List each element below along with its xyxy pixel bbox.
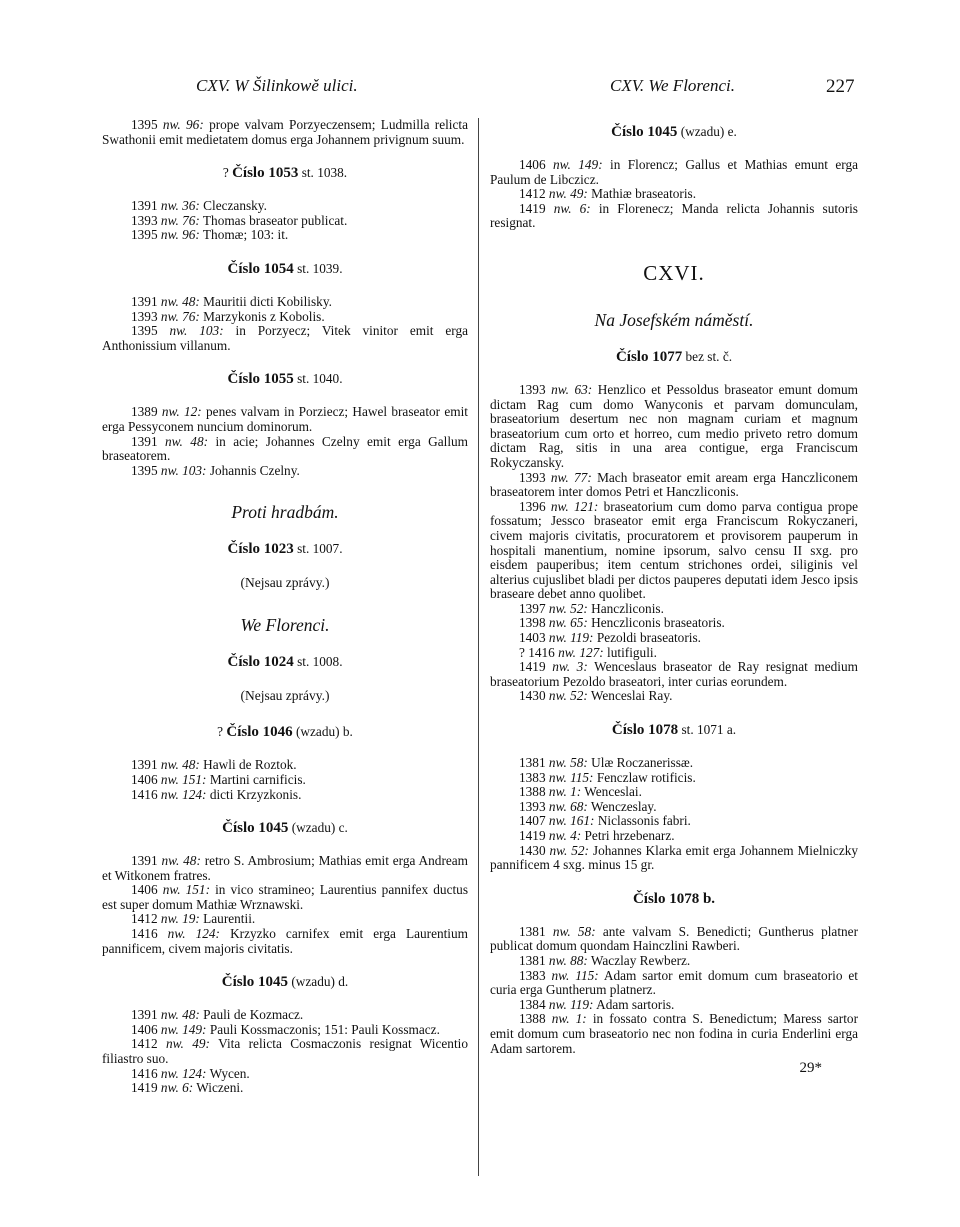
record-entry xyxy=(102,324,468,353)
entry-text: Henzlico et Pessoldus braseator emunt domum dictam Rag cum domo Wanyconis et parvam domunculam, braseatorium desertum nec non magnam curiam et magnum braseatorium cum orto et horreo, cum medio priveto retro domum dictam Rag, sitis in una area contigue, erga Franciscum Rokyczansky. xyxy=(490,381,859,470)
entry-text: Krzyzko carnifex emit erga Laurentium pannificem, civem majoris civitatis. xyxy=(102,926,468,956)
heading-title: Číslo 1024 xyxy=(227,654,294,671)
page-number: 227 xyxy=(826,76,855,97)
entry-year: 1395 xyxy=(131,227,158,243)
section-heading xyxy=(102,261,468,278)
entry-ref: nw. 88: xyxy=(548,952,588,968)
entry-year: 1389 xyxy=(131,404,158,420)
entry-year: 1412 xyxy=(519,186,546,202)
heading-ref: st. 1007. xyxy=(297,541,343,557)
entry-text: Cleczansky. xyxy=(203,198,267,214)
entry-text: in Porzyecz; Vitek vinitor emit erga Anthonissium villanum. xyxy=(102,323,468,353)
entry-ref: nw. 52: xyxy=(549,842,589,858)
entry-year: 1383 xyxy=(519,967,546,983)
record-entry xyxy=(490,383,858,471)
chapter-number: CXVI. xyxy=(643,260,705,285)
entry-year: 1393 xyxy=(131,308,158,324)
entry-text: Niclassonis fabri. xyxy=(597,813,691,829)
record-entry xyxy=(490,829,858,844)
record-entry xyxy=(102,1037,468,1066)
entry-year: 1381 xyxy=(519,952,546,968)
entry-text: retro S. Ambrosium; Mathias emit erga Andream et Witkonem fratres. xyxy=(102,853,469,883)
entry-year: 1416 xyxy=(131,786,158,802)
record-entry xyxy=(490,771,858,786)
entry-year: 1393 xyxy=(131,212,158,228)
running-head-left: CXV. W Šilinkowě ulici. xyxy=(196,76,358,95)
entry-ref: nw. 103: xyxy=(160,462,207,478)
entry-text: Waczlay Rewberz. xyxy=(590,952,691,968)
record-entry xyxy=(490,616,858,631)
entry-ref: nw. 48: xyxy=(160,293,200,309)
record-entry xyxy=(102,199,468,214)
heading-ref: st. 1008. xyxy=(297,654,343,670)
heading-title: Číslo 1078 b. xyxy=(632,890,716,907)
record-entry xyxy=(102,758,468,773)
entry-text: Adam sartoris. xyxy=(596,996,675,1012)
record-entry xyxy=(490,1012,858,1056)
entry-year: 1391 xyxy=(131,1007,158,1023)
entry-text: Wenceslai. xyxy=(584,784,642,800)
record-entry xyxy=(490,631,858,646)
entry-ref: nw. 63: xyxy=(551,381,593,397)
entry-ref: nw. 58: xyxy=(552,923,596,939)
heading-ref: st. 1040. xyxy=(297,371,343,387)
heading-ref: (wzadu) b. xyxy=(295,724,353,740)
entry-year: 1419 xyxy=(131,1080,158,1096)
heading-ref: (wzadu) d. xyxy=(291,974,349,990)
record-entry xyxy=(490,925,858,954)
entry-text: Thomæ; 103: it. xyxy=(202,227,289,243)
entry-ref: nw. 65: xyxy=(548,615,588,631)
record-entry xyxy=(102,927,468,956)
record-entry xyxy=(490,844,858,873)
record-entry xyxy=(490,756,858,771)
record-entry xyxy=(490,202,858,231)
entry-text: in acie; Johannes Czelny emit erga Gallum braseatorem. xyxy=(102,433,469,464)
signature-mark: 29* xyxy=(799,1060,822,1077)
heading-prefix: ? xyxy=(217,724,224,740)
entry-text: penes valvam in Porziecz; Hawel braseator emit erga Pessyconem nuncium dominorum. xyxy=(102,404,469,434)
entry-year: 1393 xyxy=(519,381,546,397)
record-entry xyxy=(490,814,858,829)
heading-title: Číslo 1077 xyxy=(615,348,683,365)
record-entry xyxy=(490,646,858,661)
entry-text: Ulæ Roczanerissæ. xyxy=(591,755,694,771)
entry-text: Pauli de Kozmacz. xyxy=(203,1007,304,1023)
record-entry xyxy=(102,854,468,883)
record-entry xyxy=(102,214,468,229)
entry-ref: nw. 77: xyxy=(550,469,592,485)
entry-ref: nw. 49: xyxy=(166,1036,210,1052)
entry-text: Petri hrzebenarz. xyxy=(584,828,675,843)
entry-year: 1397 xyxy=(519,600,546,616)
entry-text: ante valvam S. Benedicti; Guntherus platner publicat domum quondam Hainczlini Rawberi. xyxy=(490,923,858,954)
entry-year: 1412 xyxy=(131,911,158,927)
entry-text: Hanczliconis. xyxy=(591,600,664,616)
entry-ref: nw. 52: xyxy=(548,600,588,616)
section-heading xyxy=(490,124,858,141)
entry-year: 1407 xyxy=(519,813,546,829)
entry-ref: nw. 68: xyxy=(548,798,588,814)
entry-year: 1419 xyxy=(519,659,546,675)
record-entry xyxy=(490,500,858,602)
heading-title: Číslo 1046 xyxy=(226,724,293,741)
entry-year: 1391 xyxy=(131,853,158,869)
section-heading xyxy=(102,654,468,671)
heading-title: Číslo 1055 xyxy=(227,371,294,388)
entry-text: Mach braseator emit aream erga Hanczliconem braseatorem inter domos Petri et Hanczliconis. xyxy=(490,469,859,500)
entry-text: Wycen. xyxy=(209,1065,250,1081)
heading-title: Číslo 1045 xyxy=(222,820,289,837)
record-entry xyxy=(490,785,858,800)
entry-ref: nw. 48: xyxy=(160,757,200,773)
entry-ref: nw. 124: xyxy=(160,786,207,802)
entry-ref: nw. 151: xyxy=(160,771,207,787)
entry-text: Pezoldi braseatoris. xyxy=(596,630,701,646)
section-heading xyxy=(102,371,468,388)
right-column xyxy=(490,118,858,1077)
street-heading: Proti hradbám. xyxy=(231,502,339,523)
entry-year: 1388 xyxy=(519,784,546,800)
record-entry xyxy=(490,689,858,704)
entry-ref: nw. 12: xyxy=(161,404,202,420)
entry-text: Wiczeni. xyxy=(196,1080,244,1096)
entry-ref: nw. 149: xyxy=(160,1021,207,1037)
entry-year: 1381 xyxy=(519,923,546,939)
entry-ref: nw. 149: xyxy=(553,157,603,172)
entry-year: 1381 xyxy=(519,755,546,771)
entry-year: 1403 xyxy=(519,630,546,646)
entry-text: Johannes Klarka emit erga Johannem Mielniczky pannificem 4 sxg. minus 15 gr. xyxy=(490,842,859,873)
entry-text: Martini carnificis. xyxy=(209,771,306,787)
entry-year: 1391 xyxy=(131,757,158,773)
entry-text: Mauritii dicti Kobilisky. xyxy=(203,293,332,309)
entry-ref: nw. 115: xyxy=(551,967,599,983)
entry-ref: nw. 4: xyxy=(548,828,582,843)
entry-text: Wenceslaus braseator de Ray resignat medium braseatorium Pezoldo braseatori, inter curias eorundem. xyxy=(490,659,858,689)
entry-text: dicti Krzyzkonis. xyxy=(209,786,302,802)
entry-year: 1384 xyxy=(519,996,546,1012)
entry-ref: nw. 103: xyxy=(169,323,224,339)
entry-text: Mathiæ braseatoris. xyxy=(591,186,697,202)
entry-ref: nw. 96: xyxy=(160,227,200,243)
record-entry xyxy=(490,602,858,617)
record-entry xyxy=(102,1023,468,1038)
entry-ref: nw. 36: xyxy=(160,198,200,214)
heading-ref: st. 1038. xyxy=(301,165,348,181)
record-entry xyxy=(102,435,468,464)
entry-ref: nw. 127: xyxy=(558,644,604,660)
entry-text: Vita relicta Cosmaczonis resignat Wicentio filiastro suo. xyxy=(102,1036,468,1067)
entry-text: Thomas braseator publicat. xyxy=(202,212,348,228)
entry-year: 1391 xyxy=(131,433,158,449)
record-entry xyxy=(490,471,858,500)
record-entry xyxy=(490,969,858,998)
record-entry xyxy=(490,954,858,969)
entry-text: Henczliconis braseatoris. xyxy=(591,615,725,631)
entry-ref: nw. 115: xyxy=(548,769,594,785)
section-heading xyxy=(102,820,468,837)
entry-ref: nw. 52: xyxy=(548,688,588,704)
entry-year: 1430 xyxy=(519,688,546,704)
entry-year: 1419 xyxy=(519,828,546,843)
running-head-right: CXV. We Florenci. xyxy=(610,76,735,95)
entry-ref: nw. 6: xyxy=(553,200,591,216)
section-heading xyxy=(102,541,468,558)
entry-text: Pauli Kossmaczonis; 151: Pauli Kossmacz. xyxy=(209,1021,440,1037)
entry-year: 1412 xyxy=(131,1036,158,1052)
entry-ref: nw. 3: xyxy=(552,659,588,675)
record-entry xyxy=(490,187,858,202)
entry-ref: nw. 48: xyxy=(160,1007,200,1023)
entry-ref: nw. 6: xyxy=(160,1080,194,1096)
record-entry xyxy=(490,998,858,1013)
entry-text: Wenczeslay. xyxy=(590,798,657,814)
entry-year: ? 1416 xyxy=(519,644,555,660)
entry-ref: nw. 48: xyxy=(165,433,209,449)
entry-ref: nw. 119: xyxy=(548,630,594,646)
entry-ref: nw. 76: xyxy=(160,212,200,228)
entry-text: prope valvam Porzyeczensem; Ludmilla relicta Swathonii emit medietatem domus erga Johannem privignum suum. xyxy=(102,117,468,147)
entry-year: 1406 xyxy=(131,771,158,787)
entry-year: 1391 xyxy=(131,293,158,309)
record-entry xyxy=(490,158,858,187)
entry-text: lutifiguli. xyxy=(607,644,657,660)
record-entry xyxy=(102,118,468,147)
section-heading xyxy=(102,165,468,182)
record-entry xyxy=(102,1081,468,1096)
heading-ref: bez st. č. xyxy=(685,348,733,364)
entry-ref: nw. 48: xyxy=(161,853,201,869)
heading-ref: st. 1039. xyxy=(297,260,343,276)
section-heading xyxy=(490,722,858,739)
entry-year: 1388 xyxy=(519,1011,546,1027)
entry-year: 1416 xyxy=(131,1065,158,1081)
entry-text: Fenczlaw rotificis. xyxy=(596,769,696,785)
entry-year: 1398 xyxy=(519,615,546,631)
heading-prefix: ? xyxy=(222,165,229,181)
entry-year: 1430 xyxy=(519,842,546,858)
heading-title: Číslo 1054 xyxy=(227,260,294,277)
record-entry xyxy=(102,883,468,912)
entry-year: 1395 xyxy=(131,323,158,339)
entry-ref: nw. 161: xyxy=(548,813,595,829)
heading-ref: (wzadu) e. xyxy=(680,124,737,139)
record-entry xyxy=(102,1008,468,1023)
record-entry xyxy=(490,660,858,689)
left-column xyxy=(102,118,468,1096)
record-entry xyxy=(102,773,468,788)
heading-title: Číslo 1045 xyxy=(611,124,678,140)
no-records-note: (Nejsau zprávy.) xyxy=(240,688,330,704)
entry-text: Adam sartor emit domum cum braseatorio et curia erga Guntherum platnerz. xyxy=(490,967,858,998)
entry-text: in Florenecz; Manda relicta Johannis sutoris resignat. xyxy=(490,200,858,231)
street-heading: We Florenci. xyxy=(240,615,330,636)
entry-text: Marzykonis z Kobolis. xyxy=(203,308,325,324)
entry-year: 1393 xyxy=(519,469,546,485)
entry-ref: nw. 119: xyxy=(548,996,594,1012)
record-entry xyxy=(102,228,468,243)
entry-text: Laurentii. xyxy=(203,911,256,927)
entry-text: in fossato contra S. Benedictum; Maress sartor emit domum cum braseatorio nec non fodina in curia Enderlini erga Adam sartorem. xyxy=(490,1011,859,1056)
entry-ref: nw. 151: xyxy=(162,882,211,898)
entry-year: 1391 xyxy=(131,198,158,214)
entry-text: Wenceslai Ray. xyxy=(590,688,673,704)
record-entry xyxy=(102,310,468,325)
entry-text: Johannis Czelny. xyxy=(209,462,300,478)
section-heading xyxy=(102,724,468,741)
heading-ref: st. 1071 a. xyxy=(681,722,737,738)
heading-title: Číslo 1023 xyxy=(227,541,294,558)
record-entry xyxy=(490,800,858,815)
record-entry xyxy=(102,1067,468,1082)
entry-text: braseatorium cum domo parva contigua prope fossatum; Jessco braseator emit erga Franciscum Rokyczaneri, civem majoris civitatis, procuratorem et provisorem pauperum in hospitali manentium, nomine ipsorum, salvo censu II sxg. pro eisdem pauperibus; item centum strichones ordei, siliginis vel alterius cujuslibet bladi per dictos pauperes deputati idem Jesco ipsis braseare debet anno quolibet. xyxy=(490,498,858,602)
entry-year: 1393 xyxy=(519,798,546,814)
entry-year: 1395 xyxy=(131,462,158,478)
entry-ref: nw. 1: xyxy=(548,784,582,800)
entry-year: 1416 xyxy=(131,926,158,942)
entry-year: 1383 xyxy=(519,769,546,785)
entry-ref: nw. 124: xyxy=(160,1065,207,1081)
entry-year: 1419 xyxy=(519,200,546,216)
heading-title: Číslo 1078 xyxy=(611,722,679,739)
section-heading xyxy=(102,974,468,991)
section-heading xyxy=(490,349,858,366)
entry-ref: nw. 76: xyxy=(160,308,200,324)
record-entry xyxy=(102,788,468,803)
entry-ref: nw. 49: xyxy=(548,186,588,202)
record-entry xyxy=(102,912,468,927)
record-entry xyxy=(102,405,468,434)
entry-text: in vico stramineo; Laurentius pannifex ductus est super domum Mathiæ Wrznawski. xyxy=(102,882,469,912)
heading-ref: (wzadu) c. xyxy=(291,820,348,836)
no-records-note: (Nejsau zprávy.) xyxy=(240,575,330,591)
entry-year: 1395 xyxy=(131,117,158,132)
street-heading: Na Josefském náměstí. xyxy=(594,309,754,330)
entry-text: in Florencz; Gallus et Mathias emunt erga Paulum de Libczicz. xyxy=(490,157,858,187)
heading-title: Číslo 1045 xyxy=(221,974,289,991)
entry-year: 1406 xyxy=(131,882,158,898)
entry-ref: nw. 19: xyxy=(160,911,200,927)
entry-ref: nw. 96: xyxy=(162,117,204,132)
record-entry xyxy=(102,295,468,310)
entry-ref: nw. 58: xyxy=(548,755,588,771)
entry-year: 1406 xyxy=(519,157,546,172)
heading-title: Číslo 1053 xyxy=(232,165,299,182)
entry-year: 1406 xyxy=(131,1021,158,1037)
entry-ref: nw. 124: xyxy=(167,926,220,942)
section-heading xyxy=(490,891,858,908)
entry-text: Hawli de Roztok. xyxy=(203,757,297,773)
entry-year: 1396 xyxy=(519,498,546,514)
entry-ref: nw. 121: xyxy=(550,498,599,514)
entry-ref: nw. 1: xyxy=(551,1011,587,1027)
record-entry xyxy=(102,464,468,479)
column-divider xyxy=(478,118,479,1176)
